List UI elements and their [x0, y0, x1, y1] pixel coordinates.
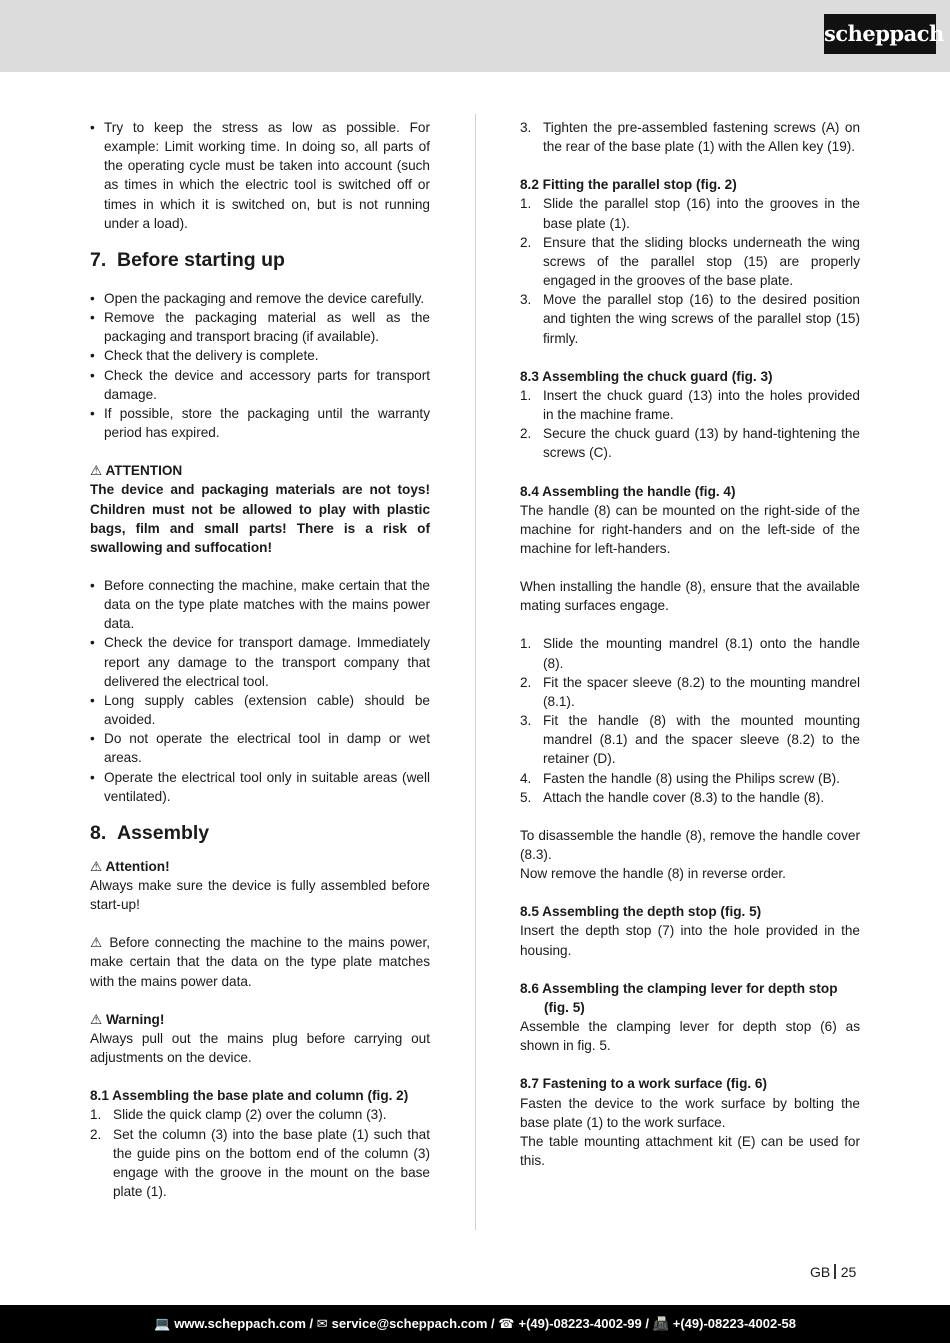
attention-heading: ⚠ ATTENTION — [90, 463, 183, 479]
list-item: • Open the packaging and remove the device carefully. — [90, 290, 425, 306]
list-item: • Check the device for transport damage. Immediately report any damage to the transport company that delivered the electrical tool. — [90, 635, 430, 689]
left-column — [90, 118, 430, 1201]
warning-triangle-icon: ⚠ — [90, 935, 104, 951]
column-divider — [475, 114, 476, 1230]
page-number-value: 25 — [840, 1264, 857, 1280]
list-item: • Try to keep the stress as low as possible. For example: Limit working time. In doing so, all parts of the operating cycle must be taken into account (such as times in which the electric tool is switched off or times in which it is switched on, but is not running under a load). — [90, 120, 430, 231]
mail-icon: ✉ — [316, 1316, 328, 1331]
list-item: • Remove the packaging material as well as the packaging and transport bracing (if available). — [90, 310, 430, 345]
warning-note: ⚠ Before connecting the machine to the mains power, make certain that the data on the type plate matches with the mains power data. — [90, 935, 431, 989]
list-item: • Check that the delivery is complete. — [90, 348, 319, 364]
section-heading-8: 8. Assembly — [90, 821, 210, 844]
subsection-heading-8-4: 8.4 Assembling the handle (fig. 4) — [520, 483, 736, 499]
fax-icon: 📠 — [652, 1316, 669, 1331]
paragraph: The table mounting attachment kit (E) can be used for this. — [520, 1133, 860, 1169]
subsection-heading-8-6: 8.6 Assembling the clamping lever for depth stop (fig. 5) — [520, 980, 838, 1015]
footer-bar — [0, 1305, 950, 1343]
paragraph: The handle (8) can be mounted on the right-side of the machine for right-handers and on the left-side of the machine for left-handers. — [520, 502, 860, 556]
attention-text: The device and packaging materials are not toys! Children must not be allowed to play with plastic bags, film and small parts! There is a risk of swallowing and suffocation! — [90, 482, 430, 555]
list-item: 1. Insert the chuck guard (13) into the holes provided in the machine frame. — [520, 387, 860, 423]
list-item: 3. Move the parallel stop (16) to the desired position and tighten the wing screws of the parallel stop (15) firmly. — [520, 292, 860, 346]
paragraph: Now remove the handle (8) in reverse order. — [520, 866, 786, 882]
page-language: GB — [810, 1264, 831, 1280]
list-item: • If possible, store the packaging until the warranty period has expired. — [90, 405, 430, 441]
attention2-text: Always make sure the device is fully assembled before start-up! — [90, 878, 430, 913]
paragraph: To disassemble the handle (8), remove the handle cover (8.3). — [520, 827, 860, 862]
computer-icon: 💻 — [154, 1316, 171, 1331]
list-item: 1. Slide the quick clamp (2) over the column (3). — [90, 1107, 387, 1123]
list-item: • Before connecting the machine, make certain that the data on the type plate matches with the mains power data. — [90, 577, 430, 632]
page-number-separator — [834, 1264, 836, 1279]
subsection-heading-8-1: 8.1 Assembling the base plate and column (fig. 2) — [90, 1088, 409, 1104]
list-item: 2. Fit the spacer sleeve (8.2) to the mounting mandrel (8.1). — [520, 674, 860, 709]
paragraph: When installing the handle (8), ensure that the available mating surfaces engage. — [520, 579, 860, 614]
footer-phone: +(49)-08223-4002-99 / — [518, 1316, 649, 1331]
warning-text: Always pull out the mains plug before carrying out adjustments on the device. — [90, 1030, 430, 1066]
paragraph: Assemble the clamping lever for depth stop (6) as shown in fig. 5. — [520, 1019, 860, 1054]
list-item: 2. Set the column (3) into the base plate (1) such that the guide pins on the bottom end of the column (3) engage with the groove in the mount on the base plate (1). — [90, 1126, 430, 1200]
brand-logo: scheppach — [824, 14, 936, 54]
paragraph: Insert the depth stop (7) into the hole provided in the housing. — [520, 923, 860, 958]
warning-triangle-icon: ⚠ — [90, 463, 103, 479]
list-item: • Long supply cables (extension cable) should be avoided. — [90, 692, 430, 728]
list-item: 5. Attach the handle cover (8.3) to the handle (8). — [520, 789, 825, 805]
footer-website: www.scheppach.com / — [174, 1316, 314, 1331]
subsection-heading-8-2: 8.2 Fitting the parallel stop (fig. 2) — [520, 177, 737, 193]
phone-icon: ☎ — [498, 1316, 515, 1331]
subsection-heading-8-3: 8.3 Assembling the chuck guard (fig. 3) — [520, 368, 773, 384]
list-item: • Check the device and accessory parts for transport damage. — [90, 367, 430, 402]
attention2-heading: ⚠ Attention! — [90, 858, 170, 874]
warning-heading: ⚠ Warning! — [90, 1011, 165, 1027]
footer-email: service@scheppach.com / — [331, 1316, 495, 1331]
page-number — [810, 1264, 856, 1280]
list-item: 1. Slide the mounting mandrel (8.1) onto the handle (8). — [520, 636, 860, 671]
warning-triangle-icon: ⚠ — [90, 858, 103, 874]
list-item: 4. Fasten the handle (8) using the Philips screw (B). — [520, 770, 840, 786]
subsection-heading-8-7: 8.7 Fastening to a work surface (fig. 6) — [520, 1076, 768, 1092]
list-item: • Do not operate the electrical tool in damp or wet areas. — [90, 731, 430, 766]
list-item: • Operate the electrical tool only in suitable areas (well ventilated). — [90, 769, 430, 804]
right-column — [520, 118, 860, 1170]
list-item: 3. Fit the handle (8) with the mounted mounting mandrel (8.1) and the spacer sleeve (8.2) to the retainer (D). — [520, 713, 860, 767]
list-item: 2. Secure the chuck guard (13) by hand-tightening the screws (C). — [520, 426, 860, 461]
list-item: 2. Ensure that the sliding blocks underneath the wing screws of the parallel stop (15) are properly engaged in the grooves of the base plate. — [520, 234, 860, 289]
list-item: 3. Tighten the pre-assembled fastening screws (A) on the rear of the base plate (1) with the Allen key (19). — [520, 120, 860, 155]
warning-triangle-icon: ⚠ — [90, 1011, 103, 1027]
section-heading-7: 7. Before starting up — [90, 248, 285, 271]
paragraph: Fasten the device to the work surface by bolting the base plate (1) to the work surface. — [520, 1095, 860, 1130]
list-item: 1. Slide the parallel stop (16) into the grooves in the base plate (1). — [520, 196, 860, 231]
footer-fax: +(49)-08223-4002-58 — [672, 1316, 796, 1331]
header-bar — [0, 0, 950, 72]
subsection-heading-8-5: 8.5 Assembling the depth stop (fig. 5) — [520, 904, 762, 920]
